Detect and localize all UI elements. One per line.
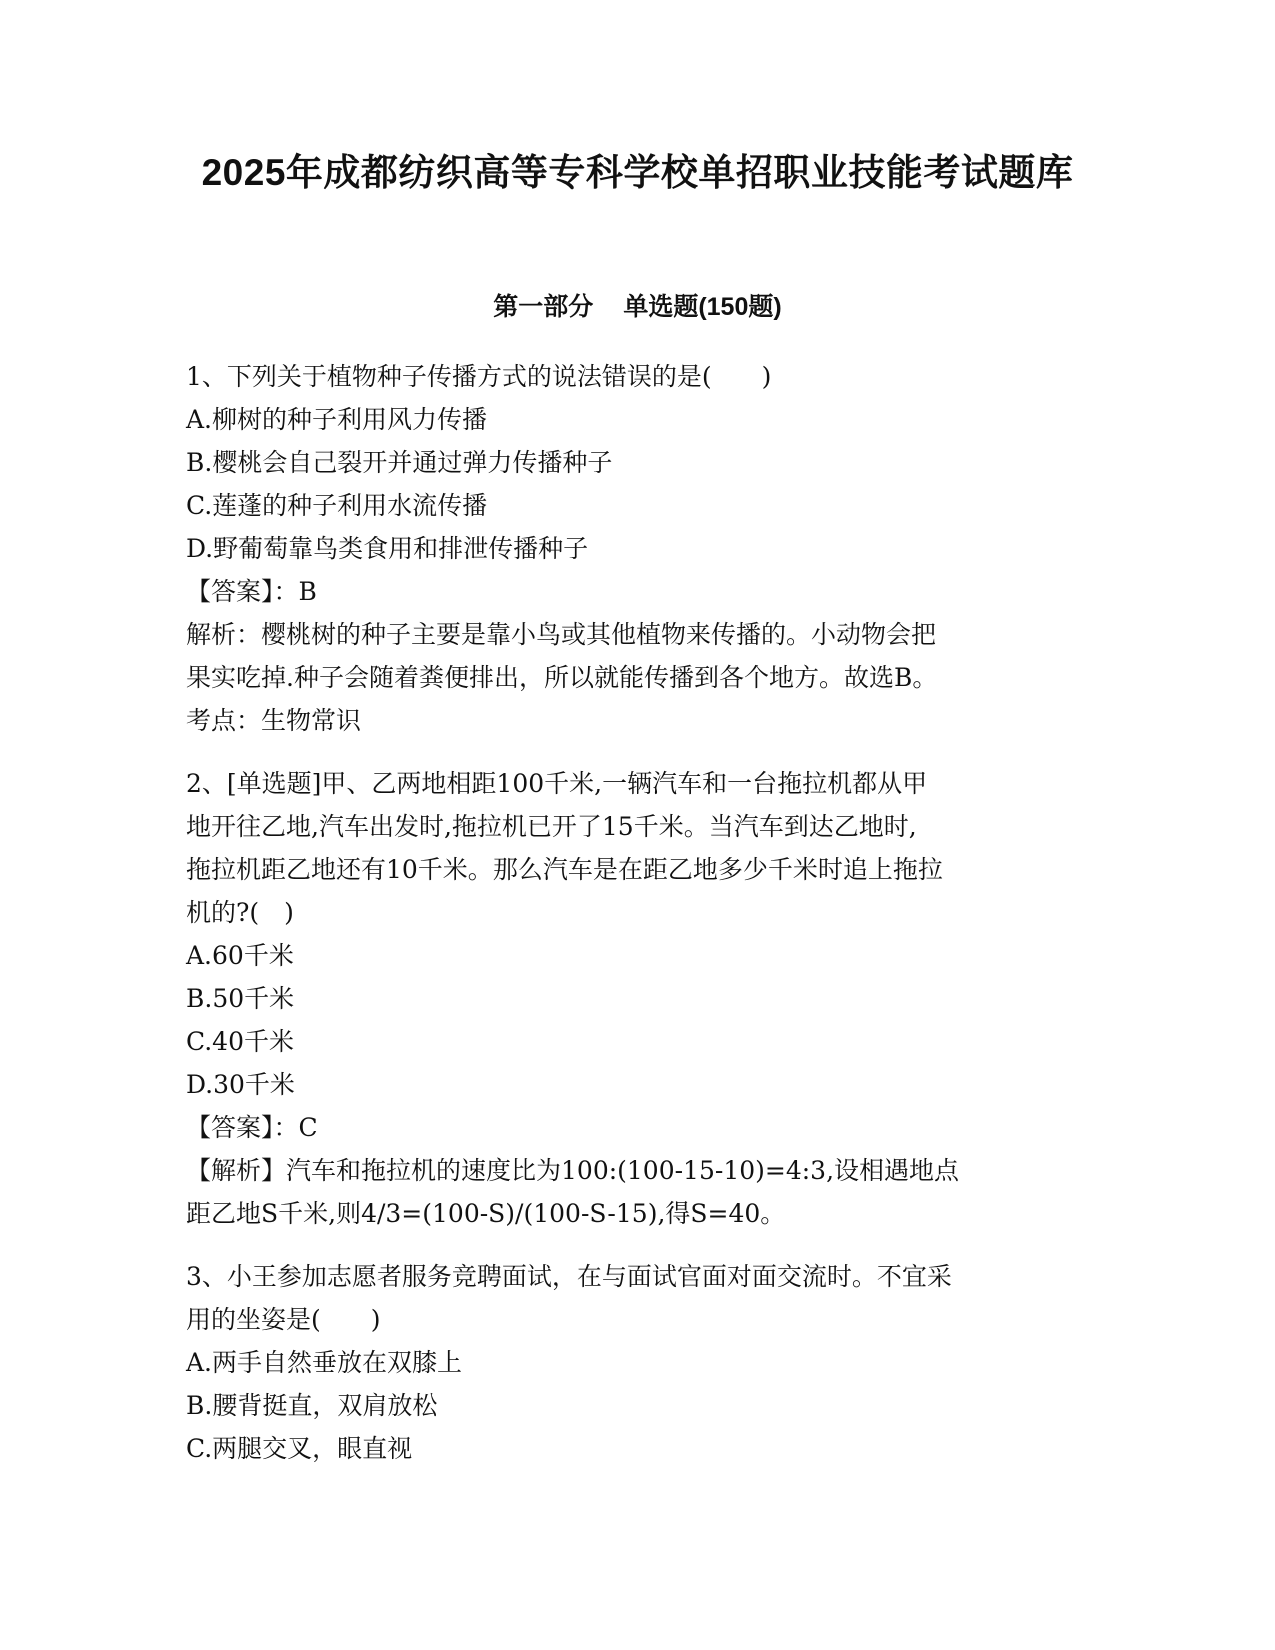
question-stem: 地开往乙地,汽车出发时,拖拉机已开了15千米。当汽车到达乙地时, <box>186 812 917 841</box>
explanation-line: 解析：樱桃树的种子主要是靠小鸟或其他植物来传播的。小动物会把 <box>186 620 937 649</box>
option-b: B.樱桃会自己裂开并通过弹力传播种子 <box>186 448 613 477</box>
document-title: 2025年成都纺织高等专科学校单招职业技能考试题库 <box>201 152 1074 193</box>
option-a: A.两手自然垂放在双膝上 <box>186 1348 463 1377</box>
question-1 <box>186 355 1086 742</box>
option-a: A.柳树的种子利用风力传播 <box>186 405 488 434</box>
answer: 【答案】：C <box>186 1113 318 1142</box>
question-stem: 机的?( ) <box>186 898 294 927</box>
question-stem: 1、下列关于植物种子传播方式的说法错误的是( ) <box>186 362 772 391</box>
option-b: B.腰背挺直，双肩放松 <box>186 1391 438 1420</box>
question-list <box>186 355 1086 1470</box>
section-title <box>0 290 1275 324</box>
section-part: 第一部分 <box>493 293 594 321</box>
question-spacer <box>186 742 1086 762</box>
explanation-line: 距乙地S千米,则4/3=(100-S)/(100-S-15),得S=40。 <box>186 1199 786 1228</box>
option-d: D.30千米 <box>186 1070 295 1099</box>
question-stem: 2、[单选题]甲、乙两地相距100千米,一辆汽车和一台拖拉机都从甲 <box>186 769 928 798</box>
explanation-line: 【解析】汽车和拖拉机的速度比为100:(100-15-10)=4:3,设相遇地点 <box>186 1156 960 1185</box>
question-2 <box>186 762 1086 1235</box>
question-stem: 拖拉机距乙地还有10千米。那么汽车是在距乙地多少千米时追上拖拉 <box>186 855 943 884</box>
answer: 【答案】：B <box>186 577 317 606</box>
option-a: A.60千米 <box>186 941 294 970</box>
option-d: D.野葡萄靠鸟类食用和排泄传播种子 <box>186 534 589 563</box>
question-stem: 3、小王参加志愿者服务竞聘面试，在与面试官面对面交流时。不宜采 <box>186 1262 952 1291</box>
section-name: 单选题(150题) <box>623 293 782 321</box>
question-stem: 用的坐姿是( ) <box>186 1305 381 1334</box>
option-c: C.两腿交叉，眼直视 <box>186 1434 413 1463</box>
question-3 <box>186 1255 1086 1470</box>
option-c: C.40千米 <box>186 1027 294 1056</box>
option-c: C.莲蓬的种子利用水流传播 <box>186 491 488 520</box>
option-b: B.50千米 <box>186 984 295 1013</box>
explanation-line: 果实吃掉.种子会随着粪便排出，所以就能传播到各个地方。故选B。 <box>186 663 938 692</box>
question-spacer <box>186 1235 1086 1255</box>
explanation-line: 考点：生物常识 <box>186 706 362 735</box>
